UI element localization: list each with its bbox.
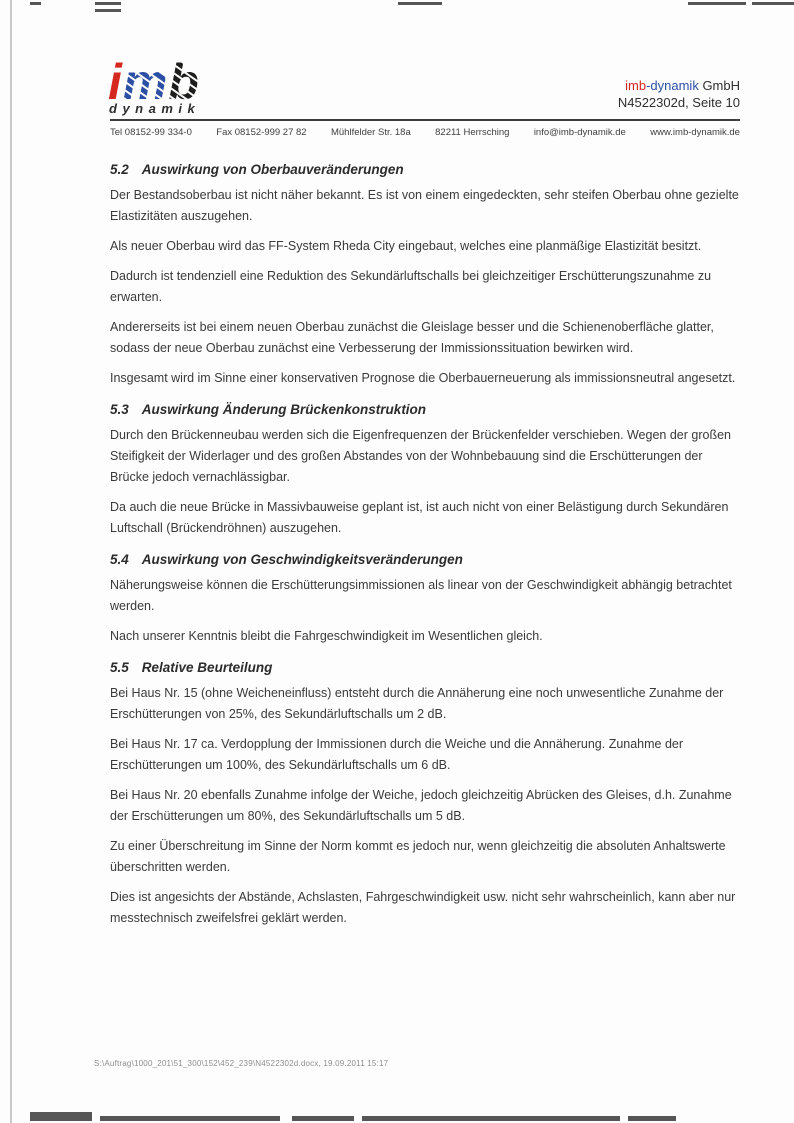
scan-artifact [688,2,746,5]
contact-bar [110,127,740,138]
paragraph: Näherungsweise können die Erschütterungsimmissionen als linear von der Geschwindigkeit abhängig betrachtet werden. [110,578,732,613]
company-name [618,77,740,94]
scan-artifact [30,1112,92,1121]
paragraph: Bei Haus Nr. 15 (ohne Weicheneinfluss) entsteht durch die Annäherung eine noch unwesentliche Zunahme der Erschütterungen von 25%, des Sekundärluftschalls um 2 dB. [110,686,724,721]
section-heading [110,552,742,567]
contact-item: Mühlfelder Str. 18a [330,127,411,138]
footer-file-path: S:\Auftrag\1000_201\51_300\152\452_239\N4522302d.docx, 19.09.2011 15:17 [94,1059,389,1068]
section-number: 5.3 [110,402,129,417]
section-heading [110,402,742,417]
document-body [110,160,742,938]
logo-subtitle: dynamik [109,101,201,116]
logo-letter-b: b [168,54,199,110]
logo-letter-i: i [108,54,122,110]
paragraph: Da auch die neue Brücke in Massivbauweise geplant ist, ist auch nicht von einer Belästigung durch Sekundären Luftschall (Brückendröhnen) auszugehen. [110,500,729,535]
company-name-dynamik: -dynamik [646,78,699,93]
imb-dynamik-logo-icon [108,54,212,116]
contact-item: www.imb-dynamik.de [650,127,740,138]
scan-edge-line [10,0,12,1123]
header-divider [110,119,740,121]
section-heading [110,162,742,177]
paragraph: Nach unserer Kenntnis bleibt die Fahrgeschwindigkeit im Wesentlichen gleich. [110,629,543,643]
contact-item: 82211 Herrsching [435,127,510,138]
header-right [618,77,740,111]
scan-artifact [100,1116,280,1121]
scan-artifact [95,9,121,12]
paragraph: Insgesamt wird im Sinne einer konservativen Prognose die Oberbauerneuerung als immissionsneutral angesetzt. [110,371,736,385]
paragraph: Als neuer Oberbau wird das FF-System Rheda City eingebaut, welches eine planmäßige Elastizität besitzt. [110,239,702,253]
contact-item: Fax 08152-999 27 82 [216,127,307,138]
company-logo [108,54,212,121]
section-heading [110,660,742,675]
scan-artifact [752,2,794,5]
section-number: 5.5 [110,660,129,675]
paragraph: Zu einer Überschreitung im Sinne der Norm kommt es jedoch nur, wenn gleichzeitig die absoluten Anhaltswerte überschritten werden. [110,839,726,874]
section-title: Auswirkung von Oberbauveränderungen [141,162,404,177]
section-number: 5.2 [110,162,129,177]
scan-artifact [30,2,41,5]
scan-artifact [362,1116,620,1121]
contact-item: info@imb-dynamik.de [533,127,626,138]
paragraph: Bei Haus Nr. 20 ebenfalls Zunahme infolge der Weiche, jedoch gleichzeitig Abrücken des Gleises, d.h. Zunahme der Erschütterungen um 80%, des Sekundärluftschalls um 5 dB. [110,788,732,823]
scan-artifact [398,2,442,5]
contact-item: Tel 08152-99 334-0 [110,127,192,138]
paragraph: Bei Haus Nr. 17 ca. Verdopplung der Immissionen durch die Weiche und die Annäherung. Zunahme der Erschütterungen um 100%, des Sekundärluftschalls um 6 dB. [110,737,684,772]
company-name-imb: imb [625,78,647,93]
scan-artifact [628,1116,676,1121]
section-title: Relative Beurteilung [141,660,273,675]
doc-reference: N4522302d, Seite 10 [617,95,740,110]
section-title: Auswirkung Änderung Brückenkonstruktion [141,402,427,417]
company-name-gmbh: GmbH [698,78,740,93]
scan-artifact [292,1116,354,1121]
scan-artifact [95,2,121,5]
paragraph: Durch den Brückenneubau werden sich die Eigenfrequenzen der Brückenfelder verschieben. Wegen der großen Steifigkeit der Widerlager und des großen Abstandes von der Wohnbebauung sind die Erschütterungen der Brücke jedoch vernachlässigbar. [110,428,731,484]
paragraph: Der Bestandsoberbau ist nicht näher bekannt. Es ist von einem eingedeckten, sehr steifen Oberbau ohne gezielte Elastizitäten auszugehen. [110,188,739,223]
section-number: 5.4 [110,552,129,567]
paragraph: Dadurch ist tendenziell eine Reduktion des Sekundärluftschalls bei gleichzeitiger Erschütterungszunahme zu erwarten. [110,269,712,304]
paragraph: Dies ist angesichts der Abstände, Achslasten, Fahrgeschwindigkeit usw. nicht sehr wahrscheinlich, kann aber nur messtechnisch zweifelsfrei geklärt werden. [110,890,736,925]
section-title: Auswirkung von Geschwindigkeitsveränderungen [141,552,463,567]
paragraph: Andererseits ist bei einem neuen Oberbau zunächst die Gleislage besser und die Schienenoberfläche glatter, sodass der neue Oberbau zunächst eine Verbesserung der Immissionssituation bewirken wird. [110,320,714,355]
logo-letter-m: m [122,54,168,110]
